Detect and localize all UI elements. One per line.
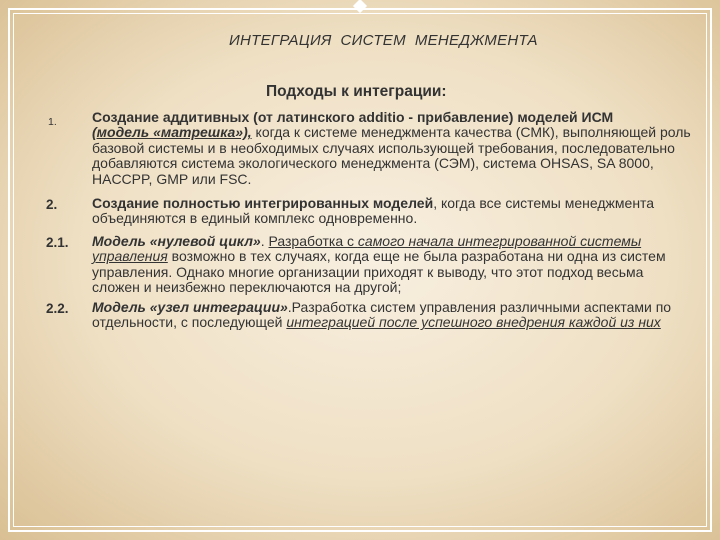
- item-2-lead: Создание полностью интегрированных моделей: [92, 195, 434, 211]
- item-1-lead-model: (модель «матрешка»),: [92, 124, 252, 141]
- item-2-text: , когда все системы менеджмента объединяются в единый комплекс одновременно.: [92, 195, 655, 227]
- item-2-2-underlined-italic: интеграцией после успешного внедрения каждой из них: [286, 314, 661, 331]
- item-number-2-2: 2.2.: [46, 301, 69, 316]
- item-1-text: когда к системе менеджмента качества (СМК), выполняющей роль базовой системы и в необходимых случаях использующей требования, последовательно добавляются система экологического менеджмента (СЭМ), система OHSAS, SA 8000, HACCPP, GMP или FSC.: [92, 124, 691, 187]
- item-body-2-1: [92, 234, 692, 296]
- item-body-2: [92, 196, 692, 227]
- item-2-1-underlined-italic: самого начала интегрированной системы управления: [92, 233, 642, 265]
- item-body-2-2: [92, 300, 692, 331]
- item-2-2-lead: Модель «узел интеграции»: [92, 299, 288, 315]
- slide-subtitle: Подходы к интеграции:: [266, 83, 447, 100]
- item-2-1-text-a: .: [260, 233, 269, 249]
- slide-title: ИНТЕГРАЦИЯ СИСТЕМ МЕНЕДЖМЕНТА: [229, 32, 538, 49]
- item-2-1-underlined: Разработка с: [268, 233, 358, 249]
- item-2-1-text-b: возможно в тех случаях, когда еще не была разработана ни одна из систем управления. Однако многие организации приходят к выводу, что этот подход весьма сложен и неизбежно переключаются на другой;: [92, 248, 666, 296]
- item-number-2: 2.: [46, 197, 58, 212]
- item-number-2-1: 2.1.: [46, 235, 69, 250]
- item-2-2-text: .Разработка систем управления различными аспектами по отдельности, с последующей: [92, 299, 672, 331]
- item-body-1: [92, 110, 692, 187]
- item-number-1: 1.: [48, 116, 57, 128]
- item-1-lead: Создание аддитивных (от латинского additio - прибавление) моделей ИСМ: [92, 109, 614, 125]
- item-2-1-lead: Модель «нулевой цикл»: [92, 233, 261, 249]
